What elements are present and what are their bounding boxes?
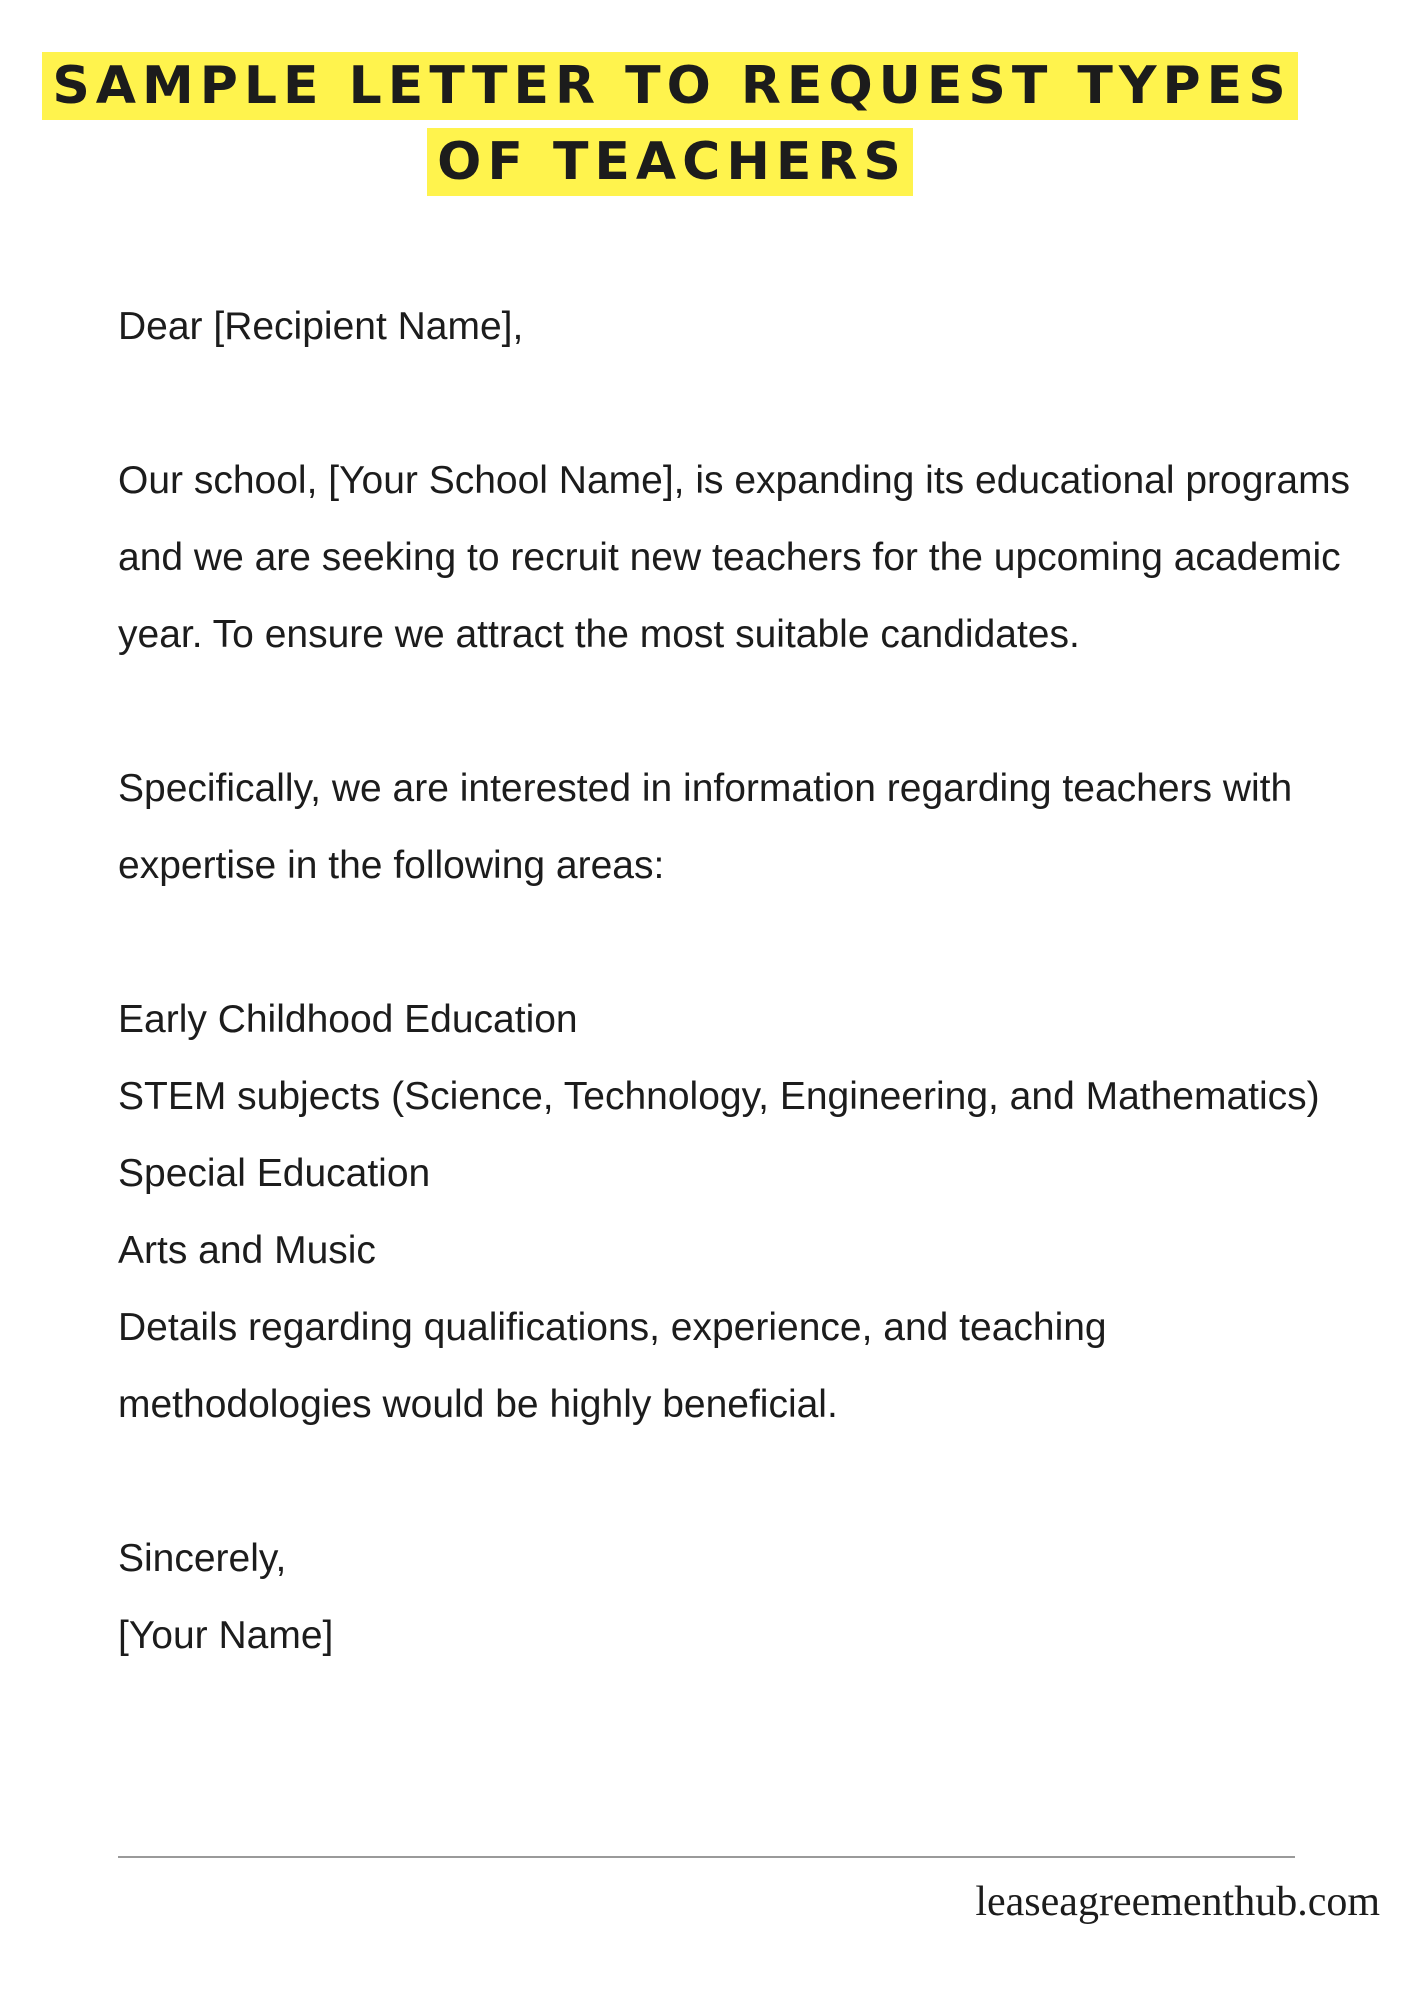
paragraph-interest: Specifically, we are interested in information regarding teachers with expertise in the following areas: [118,767,1293,887]
list-item: Special Education [118,1152,431,1195]
list-item: Arts and Music [118,1229,376,1272]
list-item: Details regarding qualifications, experience, and teaching methodologies would be highly beneficial. [118,1306,1107,1426]
paragraph-intro: Our school, [Your School Name], is expanding its educational programs and we are seeking to recruit new teachers for the upcoming academic year. To ensure we attract the most suitable candidates. [118,459,1351,656]
title-line-1: SAMPLE LETTER TO REQUEST TYPES [42,52,1297,120]
signature: [Your Name] [118,1614,334,1657]
title-line-2: OF TEACHERS [427,128,913,196]
closing-block [118,1520,1358,1674]
salutation: Dear [Recipient Name], [118,305,524,348]
areas-list [118,981,1358,1443]
letter-body [118,288,1358,1674]
footer-divider [118,1856,1295,1858]
page-title [0,48,1340,200]
list-item: STEM subjects (Science, Technology, Engineering, and Mathematics) [118,1075,1320,1118]
list-item: Early Childhood Education [118,998,578,1041]
footer-website: leaseagreementhub.com [975,1879,1380,1925]
closing: Sincerely, [118,1537,287,1580]
